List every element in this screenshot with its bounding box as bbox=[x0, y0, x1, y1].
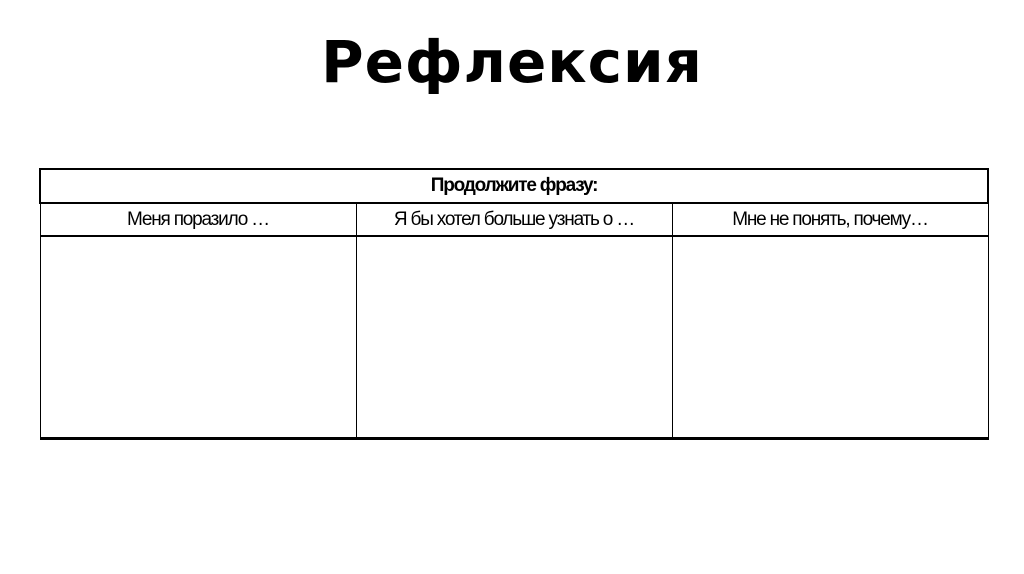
table-header-cell: Продолжите фразу: bbox=[40, 169, 988, 203]
prompt-row bbox=[40, 203, 988, 236]
answer-cell-learn-more[interactable] bbox=[356, 236, 672, 439]
table-header-row bbox=[40, 169, 988, 203]
answer-cell-not-understand[interactable] bbox=[672, 236, 988, 439]
prompt-cell-impressed: Меня поразило … bbox=[40, 203, 356, 236]
slide-title: Рефлексия bbox=[321, 28, 703, 96]
reflection-table bbox=[39, 168, 989, 440]
prompt-cell-learn-more: Я бы хотел больше узнать о … bbox=[356, 203, 672, 236]
answer-row bbox=[40, 236, 988, 439]
prompt-cell-not-understand: Мне не понять, почему… bbox=[672, 203, 988, 236]
answer-cell-impressed[interactable] bbox=[40, 236, 356, 439]
